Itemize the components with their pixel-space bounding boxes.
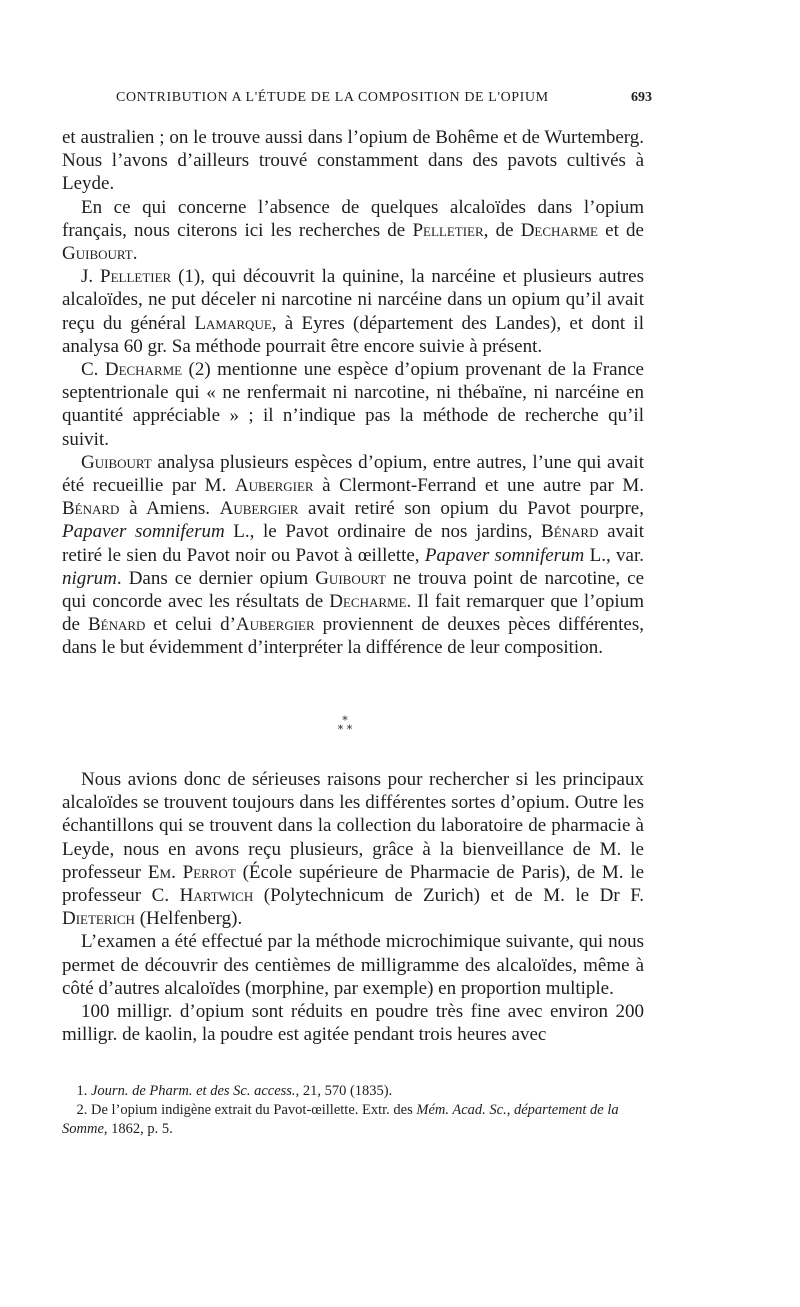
person-name: Aubergier <box>234 475 314 497</box>
text-run: , 21, 570 (1835). <box>295 1083 393 1099</box>
person-name: Bénard <box>87 614 146 636</box>
person-name: Hartwich <box>179 885 254 907</box>
text-run: et celui d’ <box>145 614 236 636</box>
text-run: (Helfenberg). <box>134 908 243 930</box>
text-run: 100 milligr. d’opium sont réduits en poudre très fine avec environ 200 milligr. de kaolin, la poudre est agitée pendant trois heures avec <box>62 1001 644 1046</box>
text-run: J. <box>81 266 101 288</box>
person-name: Dieterich <box>62 908 135 930</box>
species-name: Papaver somniferum <box>424 544 585 566</box>
paragraph-4 <box>62 358 644 451</box>
running-title: CONTRIBUTION A L'ÉTUDE DE LA COMPOSITION DE L'OPIUM <box>116 90 549 105</box>
person-name: Aubergier <box>235 614 315 636</box>
person-name: Lamarque <box>194 312 272 334</box>
author-name: Decharme <box>520 219 598 241</box>
footnote-1 <box>62 1082 644 1101</box>
section-separator <box>330 716 360 734</box>
person-name: Bénard <box>62 498 120 520</box>
text-run: à Amiens. <box>119 498 220 520</box>
person-name: Em. Perrot <box>147 861 236 883</box>
text-run: 2. De l’opium indigène extrait du Pavot-œillette. Extr. des <box>76 1102 417 1118</box>
footnote-ref: (2) <box>188 359 211 381</box>
text-run: avait retiré son opium du Pavot pourpre, <box>298 498 644 520</box>
main-text-upper <box>62 126 644 660</box>
species-name: Papaver somniferum <box>62 521 225 543</box>
author-name: Guibourt <box>81 451 152 473</box>
paragraph-3 <box>62 265 644 358</box>
text-run: (Polytechnicum de Zurich) et de M. le Dr F. <box>253 885 644 907</box>
text-run: mentionne une espèce d’opium provenant de la France septentrionale qui « ne renfermait ni narcotine, ni thébaïne, ni narcéine en quantité appréciable » ; il n’indique pas la méthode de recherche qu’il suivit. <box>62 359 644 450</box>
text-run: , de <box>483 219 521 241</box>
paragraph-1: et australien ; on le trouve aussi dans l’opium de Bohême et de Wurtemberg. Nous l’avons d’ailleurs trouvé constamment dans des pavots cultivés à Leyde. <box>62 127 644 195</box>
text-run: En ce qui concerne l’absence de quelques alcaloïdes dans l’opium français, nous citerons ici les recherches de <box>62 196 644 241</box>
paragraph-7 <box>62 930 644 1000</box>
text-run: , 1862, p. 5. <box>103 1121 173 1137</box>
author-name: Guibourt <box>62 243 133 265</box>
text-run: avait retiré le sien du Pavot noir ou Pavot à œillette, <box>62 521 644 566</box>
paragraph-8 <box>62 1000 644 1046</box>
text-run: L’examen a été effectué par la méthode microchimique suivante, qui nous permet de découvrir des centièmes de milligramme des alcaloïdes, même à côté d’autres alcaloïdes (morphine, par exemple) en proportion multiple. <box>62 931 644 999</box>
author-name: Pelletier <box>412 219 484 241</box>
running-header <box>116 90 652 106</box>
text-run: L., le Pavot ordinaire de nos jardins, <box>224 521 542 543</box>
footnotes <box>62 1082 644 1139</box>
page-number: 693 <box>631 90 652 105</box>
text-run: L., var. <box>584 544 644 566</box>
text-run: C. <box>81 359 105 381</box>
author-name: Decharme <box>104 359 183 381</box>
author-name: Guibourt <box>315 567 386 589</box>
text-run: (École supérieure de Pharmacie de Paris), de M. le professeur C. <box>62 861 645 907</box>
paragraph-2 <box>62 196 644 266</box>
text-run: à Clermont-Ferrand et une autre par M. <box>313 475 644 497</box>
person-name: Aubergier <box>219 498 299 520</box>
text-run: . <box>132 243 138 265</box>
text-run: proviennent de deuxes pèces différentes, dans le but évidemment d’interpréter la différence de leur composition. <box>62 614 645 659</box>
author-name: Decharme <box>329 591 407 613</box>
journal-title: Journ. de Pharm. et des Sc. access. <box>91 1083 296 1099</box>
text-run: 1. <box>76 1083 91 1099</box>
publication-title: Mém. Acad. Sc., département de la Somme <box>62 1102 619 1137</box>
text-run: Nous avions donc de sérieuses raisons pour rechercher si les principaux alcaloïdes se trouvent toujours dans les différentes sortes d’opium. Outre les échantillons qui se trouvent dans la collection du laboratoire de pharmacie à Leyde, nous en avons reçu plusieurs, grâce à la bienveillance de M. le professeur <box>62 769 644 883</box>
main-text-lower <box>62 768 644 1046</box>
text-run: . Dans ce dernier opium <box>116 567 316 589</box>
footnote-2 <box>62 1101 644 1139</box>
text-run: analysa plusieurs espèces d’opium, entre autres, l’une qui avait été recueillie par M. <box>62 451 644 497</box>
variety-name: nigrum <box>62 567 117 589</box>
author-name: Pelletier <box>100 266 172 288</box>
footnote-ref: (1) <box>178 266 201 288</box>
paragraph-5 <box>62 451 644 660</box>
text-run: ne trouva point de narcotine, ce qui concorde avec les résultats de <box>62 567 645 613</box>
text-run: et de <box>597 219 644 241</box>
text-run: , qui découvrit la quinine, la narcéine et plusieurs autres alcaloïdes, ne put déceler ni narcotine ni narcéine dans un opium qu’il avait reçu du général <box>62 266 645 334</box>
text-run: , à Eyres (département des Landes), et dont il analysa 60 gr. Sa méthode pourrait être encore suivie à présent. <box>62 312 644 357</box>
paragraph-6 <box>62 768 644 930</box>
person-name: Bénard <box>541 521 599 543</box>
separator-asterisks: * * * <box>337 714 353 736</box>
text-run: . Il fait remarquer que l’opium de <box>62 591 644 636</box>
